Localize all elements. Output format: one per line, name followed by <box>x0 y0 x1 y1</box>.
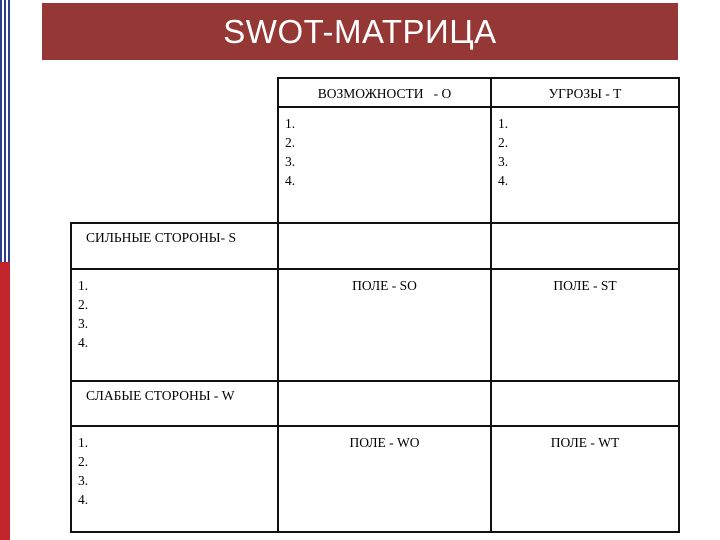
list-item: 1. <box>285 116 296 131</box>
field-st <box>490 268 680 382</box>
list-item: 1. <box>78 278 89 293</box>
list-item: 3. <box>78 316 89 331</box>
field-st-label: ПОЛЕ - ST <box>553 278 617 293</box>
field-wo <box>277 425 492 533</box>
field-so <box>277 268 492 382</box>
field-so-label: ПОЛЕ - SO <box>352 278 417 293</box>
page-title: SWOT-МАТРИЦА <box>223 12 497 50</box>
field-wt-label: ПОЛЕ - WT <box>550 435 620 450</box>
spacer-cell <box>277 222 492 270</box>
strengths-label-cell <box>70 222 279 270</box>
list-item: 4. <box>498 173 509 188</box>
header-opportunities-label: ВОЗМОЖНОСТИ - O <box>317 86 452 101</box>
list-item: 3. <box>285 154 296 169</box>
list-item: 3. <box>78 473 89 488</box>
field-wt <box>490 425 680 533</box>
list-item: 2. <box>285 135 296 150</box>
spacer-cell <box>490 380 680 427</box>
weaknesses-label: СЛАБЫЕ СТОРОНЫ - W <box>86 388 235 403</box>
strengths-label: СИЛЬНЫЕ СТОРОНЫ- S <box>86 230 236 245</box>
list-item: 2. <box>78 297 89 312</box>
weaknesses-label-cell <box>70 380 279 427</box>
weaknesses-list <box>70 425 279 533</box>
threats-list <box>490 106 680 224</box>
header-threats <box>490 77 680 108</box>
list-item: 4. <box>78 492 89 507</box>
list-item: 2. <box>78 454 89 469</box>
header-threats-label: УГРОЗЫ - Т <box>548 86 622 101</box>
strengths-list <box>70 268 279 382</box>
list-item: 1. <box>498 116 509 131</box>
list-item: 2. <box>498 135 509 150</box>
header-opportunities <box>277 77 492 108</box>
spacer-cell <box>277 380 492 427</box>
spacer-cell <box>490 222 680 270</box>
list-item: 3. <box>498 154 509 169</box>
opportunities-list <box>277 106 492 224</box>
list-item: 4. <box>78 335 89 350</box>
field-wo-label: ПОЛЕ - WO <box>349 435 420 450</box>
list-item: 4. <box>285 173 296 188</box>
list-item: 1. <box>78 435 89 450</box>
